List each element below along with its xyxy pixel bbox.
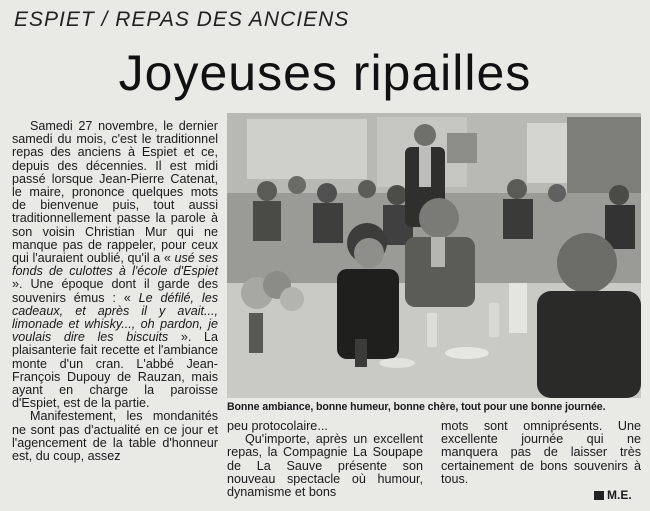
paragraph: peu protocolaire... bbox=[227, 419, 328, 433]
author-initials: M.E. bbox=[607, 488, 632, 502]
article-column-2 bbox=[227, 420, 423, 499]
photo-caption: Bonne ambiance, bonne humeur, bonne chère, tout pour une bonne journée. bbox=[227, 401, 606, 413]
author-signature bbox=[594, 488, 632, 502]
quote-run: Le défilé, les cadeaux, et après il y avait..., limonade et whisky..., oh pardon, je voulais dire les biscuits bbox=[12, 290, 218, 345]
article-photo bbox=[227, 113, 641, 398]
text-run: ». La plaisanterie fait recette et l'ambiance monte d'un cran. L'abbé Jean-François Dupouy de Rauzan, mais ayant en charge la paroisse d'Espiet, est de la partie. bbox=[12, 330, 219, 411]
article-column-3 bbox=[441, 420, 641, 486]
paragraph-1 bbox=[12, 120, 218, 410]
paragraph: Qu'importe, après un excellent repas, la Compagnie La Soupape de La Sauve présente son nouveau spectacle où humour, dynamisme et bons bbox=[227, 432, 423, 500]
text-run: Samedi 27 novembre, le dernier samedi du mois, c'est le traditionnel repas des anciens à Espiet et ce, depuis des décennies. Il est midi passé lorsque Jean-Pierre Catenat, le maire, prononce quelques mots de bienvenue puis, tout aussi traditionnellement passe la parole à son voisin Christian Mur qui ne manque pas de rappeler, pour ceux qui l'auraient oublié, qu'il a « bbox=[12, 119, 218, 266]
paragraph-2: Manifestement, les mondanités ne sont pas d'actualité en ce jour et l'agencement de la table d'honneur est, du coup, assez bbox=[12, 409, 218, 464]
author-square-icon bbox=[594, 491, 604, 500]
section-kicker: ESPIET / REPAS DES ANCIENS bbox=[14, 8, 350, 31]
text-run: ». Une époque dont il garde des souvenirs émus : « bbox=[12, 277, 218, 305]
quote-run: usé ses fonds de culottes à l'école d'Espiet bbox=[12, 251, 219, 279]
headline: Joyeuses ripailles bbox=[118, 45, 532, 101]
banquet-photo-illustration bbox=[227, 113, 641, 398]
paragraph: mots sont omniprésents. Une excellente journée qui ne manquera pas de laisser très certainement de bons souvenirs à tous. bbox=[441, 419, 641, 486]
article-column-1 bbox=[12, 120, 218, 463]
